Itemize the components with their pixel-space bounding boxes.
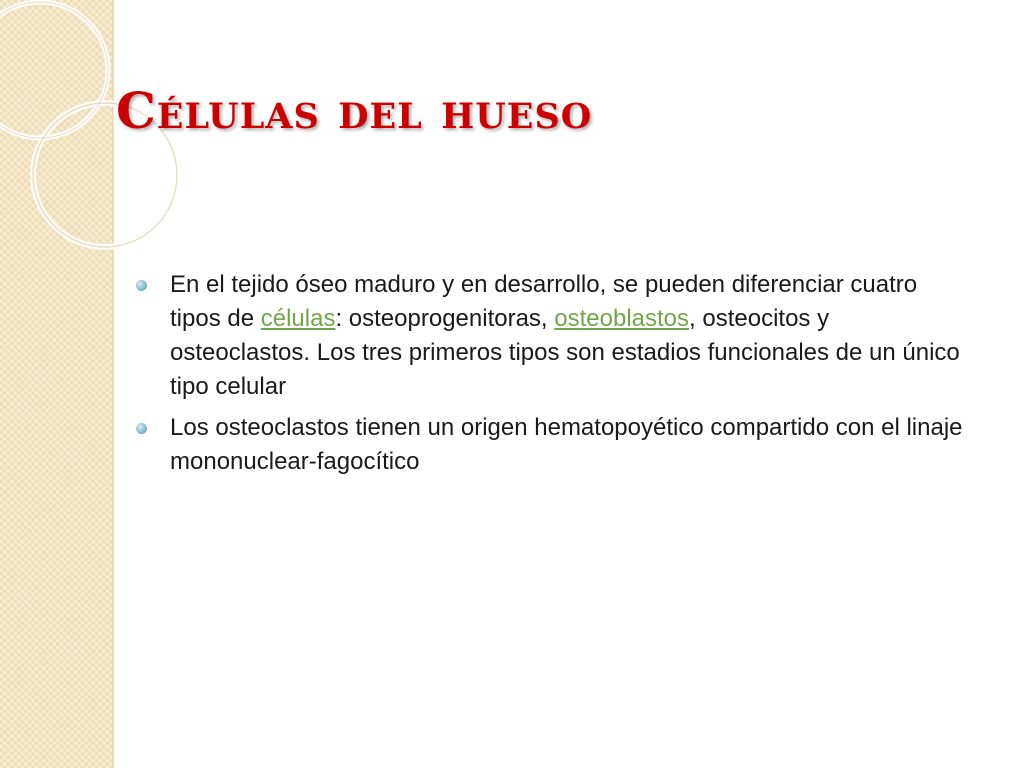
bullet-list [134, 268, 964, 486]
bullet-item-cell-types [134, 268, 964, 404]
bullet-item-osteoclast-origin [134, 411, 964, 479]
side-band-edge [112, 0, 115, 768]
bullet-icon [136, 280, 147, 291]
slide-title: Células del hueso [116, 81, 593, 140]
link-osteoblastos[interactable]: osteoblastos [554, 305, 690, 332]
bullet-text: Los osteoclastos tienen un origen hematopoyético compartido con el linaje mononuclear-fagocítico [170, 414, 963, 475]
link-celulas[interactable]: células [260, 305, 336, 332]
bullet-icon [136, 423, 147, 434]
bullet-text: , osteocitos y osteoclastos. Los tres primeros tipos son estadios funcionales de un único tipo celular [170, 305, 960, 400]
bullet-text: : osteoprogenitoras, [335, 305, 555, 332]
decorative-side-band [0, 0, 112, 768]
bullet-text: En el tejido óseo maduro y en desarrollo, se pueden diferenciar cuatro tipos de [170, 271, 918, 332]
